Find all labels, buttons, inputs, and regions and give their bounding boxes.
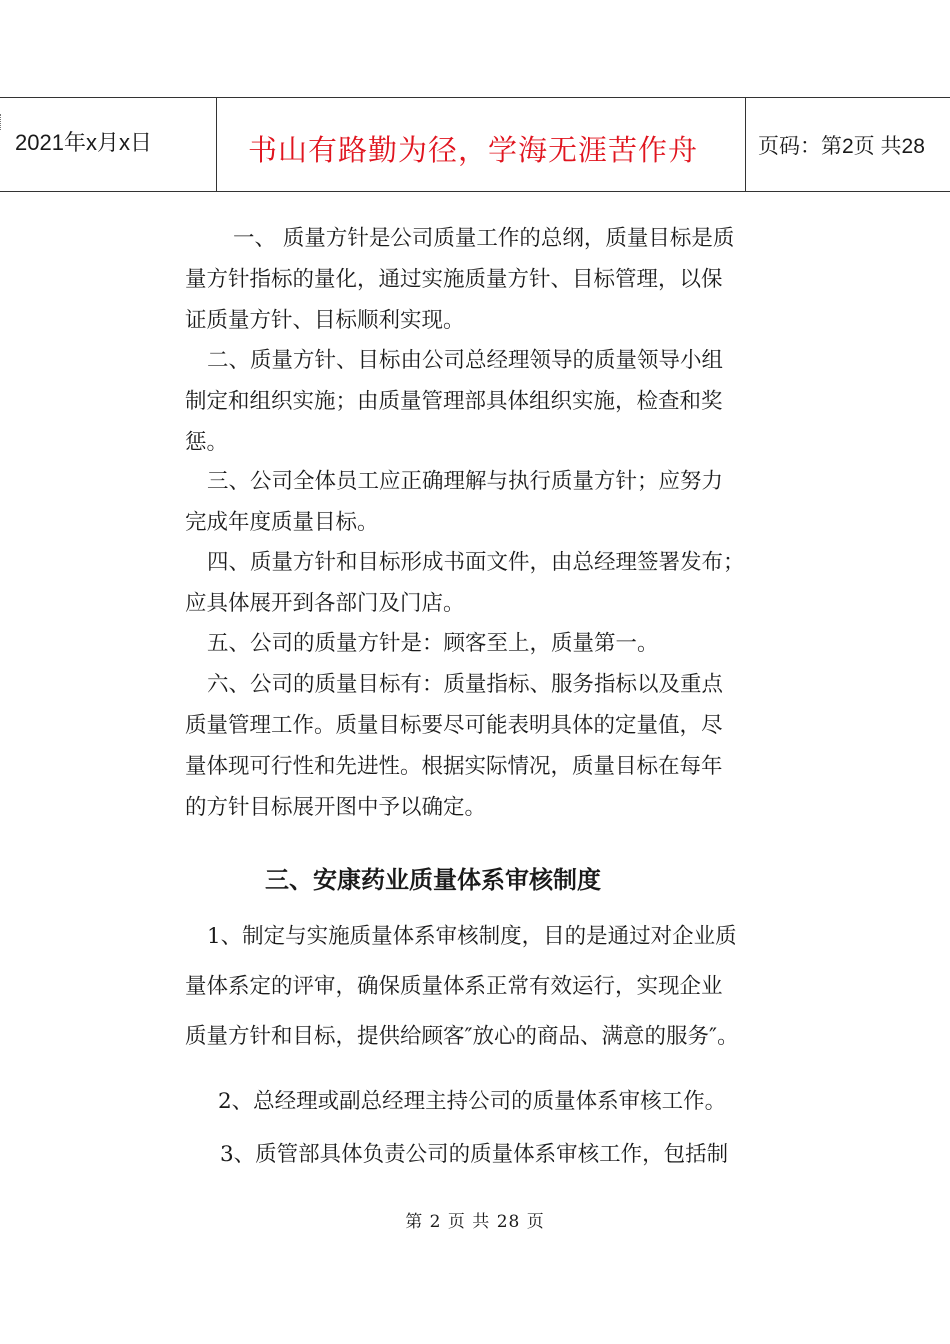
text-line: 二、质量方针、目标由公司总经理领导的质量领导小组: [207, 348, 724, 373]
text-line: 量体系定的评审，确保质量体系正常有效运行，实现企业: [185, 974, 723, 999]
text-line: 制定和组织实施；由质量管理部具体组织实施，检查和奖: [185, 389, 723, 414]
policy-item-1: [185, 218, 795, 341]
text-line: 证质量方针、目标顺利实现。: [185, 308, 465, 333]
audit-item-3: [220, 1130, 728, 1180]
policy-item-3: [185, 461, 795, 543]
policy-item-5: [185, 623, 795, 664]
text-line: 质量管理工作。质量目标要尽可能表明具体的定量值，尽: [185, 713, 723, 738]
policy-item-6: [185, 664, 795, 828]
header-motto: 书山有路勤为径，学海无涯苦作舟: [248, 133, 699, 167]
policy-item-4: [185, 542, 795, 624]
text-line: 应具体展开到各部门及门店。: [185, 591, 465, 616]
text-line: 1、制定与实施质量体系审核制度，目的是通过对企业质: [207, 924, 737, 949]
header-page-info: 页码：第2页 共28: [758, 135, 925, 158]
text-line: 四、质量方针和目标形成书面文件，由总经理签署发布；: [207, 550, 745, 575]
page-header: [0, 97, 950, 192]
text-line: 3、质管部具体负责公司的质量体系审核工作，包括制: [220, 1142, 729, 1167]
header-divider: [216, 98, 217, 191]
text-line: 量方针指标的量化，通过实施质量方针、目标管理，以保: [185, 267, 723, 292]
text-line: 一、 质量方针是公司质量工作的总纲，质量目标是质: [233, 226, 735, 251]
page-footer: 第 2 页 共 28 页: [405, 1212, 545, 1232]
text-line: 的方针目标展开图中予以确定。: [185, 795, 487, 820]
text-line: 量体现可行性和先进性。根据实际情况，质量目标在每年: [185, 754, 723, 779]
header-divider: [745, 98, 746, 191]
text-line: 六、公司的质量目标有：质量指标、服务指标以及重点: [207, 672, 724, 697]
audit-item-2: [218, 1077, 726, 1127]
header-date: 2021年x月x日: [15, 130, 152, 155]
text-line: 完成年度质量目标。: [185, 510, 379, 535]
text-line: 三、公司全体员工应正确理解与执行质量方针；应努力: [207, 469, 724, 494]
section-title: 三、安康药业质量体系审核制度: [265, 866, 601, 894]
text-line: 五、公司的质量方针是：顾客至上，质量第一。: [207, 631, 659, 656]
policy-item-2: [185, 340, 795, 463]
text-line: 质量方针和目标，提供给顾客″放心的商品、满意的服务″。: [185, 1024, 739, 1049]
audit-item-1: [185, 912, 739, 1062]
text-line: 2、总经理或副总经理主持公司的质量体系审核工作。: [218, 1089, 727, 1114]
text-line: 惩。: [185, 430, 229, 455]
